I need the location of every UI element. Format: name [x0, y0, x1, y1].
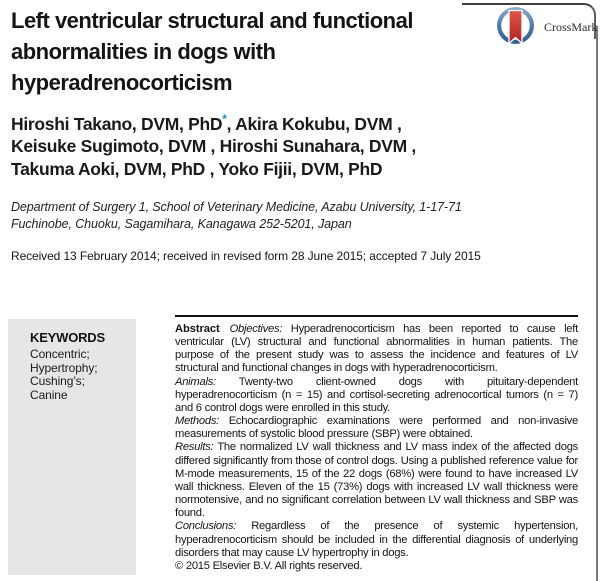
keyword-item: Canine — [30, 387, 68, 402]
affiliation-line: Fuchinobe, Chuoku, Sagamihara, Kanagawa 252-5201, Japan — [11, 217, 352, 231]
abstract-section-animals — [175, 376, 578, 415]
section-label: Objectives: — [229, 323, 283, 335]
title-line: abnormalities in dogs with — [11, 39, 276, 64]
keyword-item: Concentric; — [30, 347, 90, 361]
keyword-item: Hypertrophy; — [30, 360, 98, 375]
section-text: Twenty-two client-owned dogs with pituitary-dependent hyperadrenocorticism (n = 15) and cortisol-secreting adrenocortical tumors (n = 7) and 6 control dogs were enrolled in this study. — [175, 375, 578, 414]
copyright-notice: © 2015 Elsevier B.V. All rights reserved. — [175, 559, 363, 572]
author-line: Keisuke Sugimoto, DVM , Hiroshi Sunahara, DVM , — [11, 136, 416, 157]
article-title — [11, 5, 413, 98]
section-label: Results: — [175, 441, 214, 454]
crossmark-icon — [496, 6, 536, 48]
section-text: Echocardiographic examinations were performed and non-invasive measurements of systolic blood pressure (SBP) were obtained. — [175, 415, 578, 441]
abstract-heading: Abstract — [175, 323, 220, 335]
abstract-section-results — [175, 441, 578, 520]
section-label: Methods: — [175, 415, 220, 428]
keyword-item: Cushing’s; — [30, 374, 85, 389]
section-text: Regardless of the presence of systemic hypertension, hyperadrenocorticism should be included in the differential diagnosis of underlying disorders that may cause LV hypertrophy in dogs. — [175, 520, 579, 559]
author-line: Takuma Aoki, DVM, PhD , Yoko Fijii, DVM, PhD — [11, 158, 383, 179]
crossmark-badge[interactable] — [496, 6, 596, 48]
title-line: Left ventricular structural and functional — [11, 8, 413, 33]
section-text: The normalized LV wall thickness and LV mass index of the affected dogs differed significantly from those of control dogs. Using a published reference value for M-mode measurements, 15 of the 22 dogs (68%) were found to have increased LV wall thickness. Eleven of the 15 (73%) dogs with increased LV wall thickness were normotensive, and no significant correlation between LV wall thickness and SBP was found. — [175, 441, 579, 520]
abstract — [175, 323, 578, 573]
abstract-section-conclusions — [175, 520, 578, 559]
page-border-right — [596, 26, 598, 581]
section-text: Hyperadrenocorticism has been reported to cause left ventricular (LV) structural and functional abnormalities in human patients. The purpose of the present study was to assess the incidence and features of LV structural and functional changes in dogs with hyperadrenocorticism. — [175, 323, 578, 375]
abstract-divider — [175, 315, 578, 317]
crossmark-label: CrossMark — [544, 20, 598, 34]
affiliation-line: Department of Surgery 1, School of Veterinary Medicine, Azabu University, 1-17-71 — [11, 200, 462, 214]
section-label: Animals: — [175, 375, 216, 388]
section-label: Conclusions: — [175, 520, 237, 533]
keywords-heading: KEYWORDS — [30, 330, 105, 345]
article-history: Received 13 February 2014; received in revised form 28 June 2015; accepted 7 July 2015 — [11, 249, 481, 263]
title-line: hyperadrenocorticism — [11, 70, 233, 95]
abstract-section-objectives — [175, 323, 578, 376]
authors-block — [11, 108, 416, 180]
corresponding-author-asterisk[interactable]: * — [222, 112, 227, 126]
author-names: Hiroshi Takano, DVM, PhD — [11, 113, 223, 134]
keywords-panel — [8, 319, 136, 575]
author-names: , Akira Kokubu, DVM , — [226, 113, 402, 134]
affiliation — [11, 199, 462, 233]
abstract-section-methods — [175, 415, 578, 441]
author-line — [11, 108, 416, 135]
